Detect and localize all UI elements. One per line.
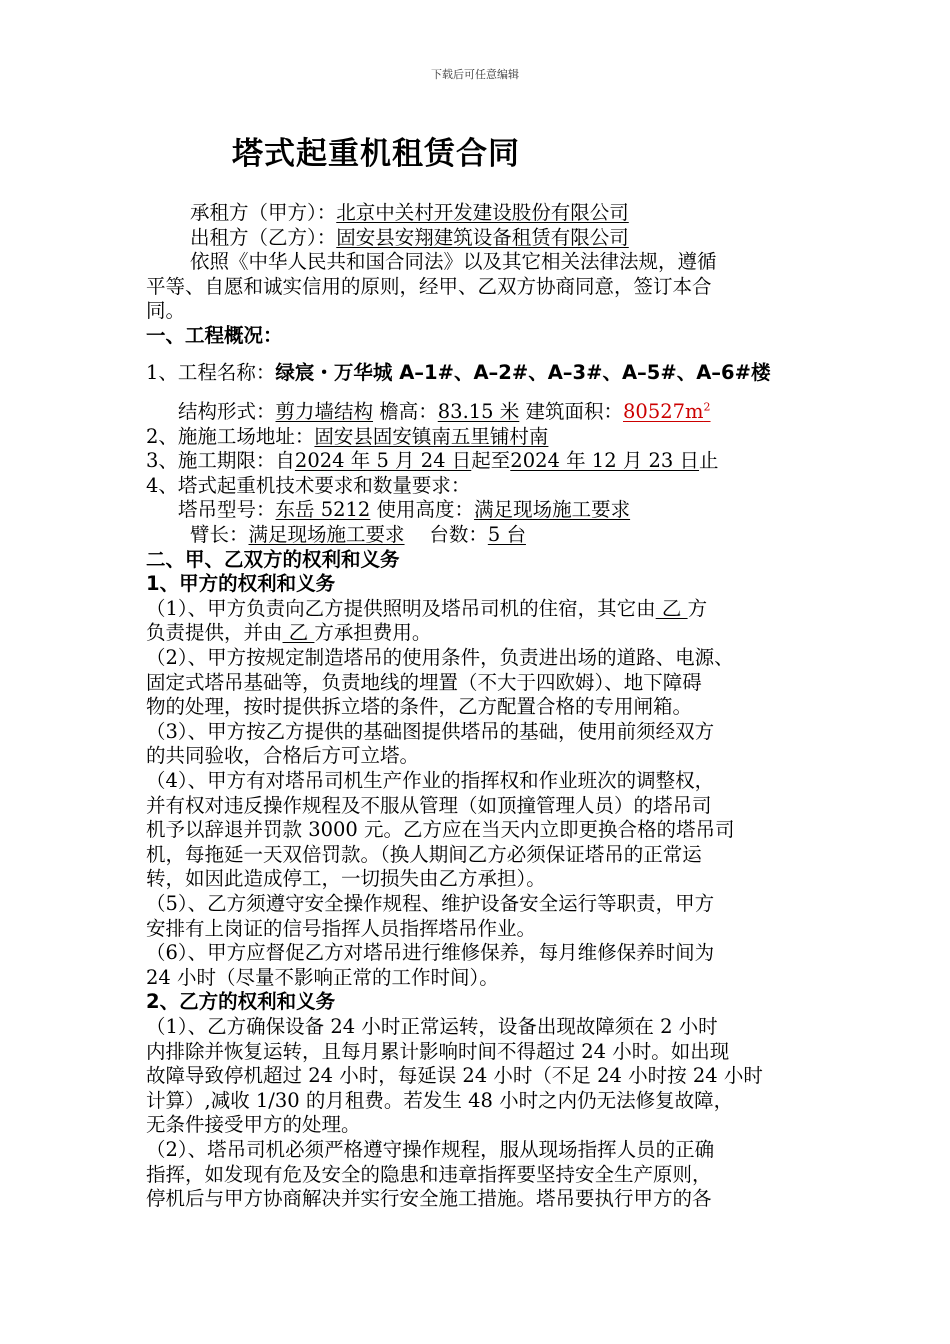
- qty-label: 台数：: [429, 523, 488, 546]
- area-label: 建筑面积：: [525, 400, 623, 423]
- arm-label: 臂长：: [190, 523, 249, 546]
- project-name-line: [146, 361, 770, 385]
- section2-heading: 二、甲、乙双方的权利和义务: [146, 548, 400, 571]
- clause-b1-line-2: 内排除并恢复运转，且每月累计影响时间不得超过 24 小时。如出现: [146, 1040, 730, 1063]
- eave-label: 檐高：: [379, 400, 438, 423]
- clause-b1-line-1: （1）、乙方确保设备 24 小时正常运转，设备出现故障须在 2 小时: [146, 1015, 718, 1038]
- height-label: 使用高度：: [376, 498, 475, 521]
- site-value: 固安县固安镇南五里铺村南: [314, 425, 549, 448]
- model-label: 塔吊型号：: [178, 498, 276, 521]
- clause-b2-line-3: 停机后与甲方协商解决并实行安全施工措施。塔吊要执行甲方的各: [146, 1187, 712, 1210]
- page-header-note: 下载后可任意编辑: [431, 68, 519, 81]
- period-end: 2024 年 12 月 23 日: [510, 449, 700, 472]
- preamble-line-2: 平等、自愿和诚实信用的原则，经甲、乙双方协商同意，签订本合: [146, 275, 712, 298]
- qty-value: 5 台: [487, 523, 526, 546]
- period-label: 3、施工期限：自: [146, 449, 295, 472]
- period-mid: 起至: [471, 449, 511, 472]
- lessee-name: 固安县安翔建筑设备租赁有限公司: [336, 226, 629, 249]
- eave-value: 83.15 米: [437, 400, 520, 423]
- lessor-name: 北京中关村开发建设股份有限公司: [336, 201, 629, 224]
- clause-a4-line-5: 转，如因此造成停工，一切损失由乙方承担）。: [146, 867, 546, 890]
- lessee-line: [190, 226, 629, 250]
- clause-a4-line-4: 机，每拖延一天双倍罚款。（换人期间乙方必须保证塔吊的正常运: [146, 843, 702, 866]
- site-label: 2、施施工场地址：: [146, 425, 315, 448]
- party-a-heading: 1、甲方的权利和义务: [146, 572, 336, 595]
- project-label: 1、工程名称：: [146, 361, 276, 384]
- lessor-label: 承租方（甲方）：: [190, 201, 337, 224]
- clause-a2-line-2: 固定式塔吊基础等，负责地线的埋置（不大于四欧姆）、地下障碍: [146, 671, 702, 694]
- period-line: [146, 449, 719, 473]
- clause-a2-line-3: 物的处理，按时提供拆立塔的条件，乙方配置合格的专用闸箱。: [146, 695, 693, 718]
- model-value: 东岳 5212: [275, 498, 371, 521]
- project-name: 绿宸・万华城 A–1#、A–2#、A–3#、A–5#、A–6#楼: [275, 361, 771, 384]
- clause-b1-line-3: 故障导致停机超过 24 小时，每延误 24 小时（不足 24 小时按 24 小时: [146, 1064, 763, 1087]
- height-value: 满足现场施工要求: [474, 498, 631, 521]
- clause-a5-line-1: （5）、乙方须遵守安全操作规程、维护设备安全运行等职责，甲方: [146, 892, 715, 915]
- preamble-line-3: 同。: [146, 299, 186, 322]
- section1-heading: 一、工程概况：: [146, 324, 283, 347]
- structure-label: 结构形式：: [178, 400, 276, 423]
- clause-a3-line-2: 的共同验收，合格后方可立塔。: [146, 744, 420, 767]
- party-b-heading: 2、乙方的权利和义务: [146, 990, 336, 1013]
- period-start: 2024 年 5 月 24 日: [294, 449, 472, 472]
- clause-a4-line-1: （4）、甲方有对塔吊司机生产作业的指挥权和作业班次的调整权，: [146, 769, 715, 792]
- clause-b1-line-4: 计算）,减收 1/30 的月租费。若发生 48 小时之内仍无法修复故障，: [146, 1089, 734, 1112]
- period-suffix: 止: [699, 449, 719, 472]
- clause-b2-line-2: 指挥，如发现有危及安全的隐患和违章指挥要坚持安全生产原则，: [146, 1163, 712, 1186]
- lessor-line: [190, 201, 629, 225]
- clause-b1-line-5: 无条件接受甲方的处理。: [146, 1113, 361, 1136]
- structure-value: 剪力墙结构: [275, 400, 374, 423]
- clause-b2-line-1: （2）、塔吊司机必须严格遵守操作规程，服从现场指挥人员的正确: [146, 1138, 715, 1161]
- arm-line: [190, 523, 526, 547]
- structure-line: [178, 400, 711, 424]
- lessee-label: 出租方（乙方）：: [190, 226, 337, 249]
- clause-a2-line-1: （2）、甲方按规定制造塔吊的使用条件，负责进出场的道路、电源、: [146, 646, 734, 669]
- arm-value: 满足现场施工要求: [248, 523, 405, 546]
- preamble-line-1: 依照《中华人民共和国合同法》以及其它相关法律法规，遵循: [190, 250, 717, 273]
- area-value: $80527m^2$: [623, 400, 711, 423]
- clause-a5-line-2: 安排有上岗证的信号指挥人员指挥塔吊作业。: [146, 917, 537, 940]
- model-line: [178, 498, 630, 522]
- document-title: 塔式起重机租赁合同: [232, 136, 520, 172]
- clause-a1-line-2: 负责提供，并由 乙 方承担费用。: [146, 621, 432, 644]
- clause-a6-line-2: 24 小时（尽量不影响正常的工作时间）。: [146, 966, 499, 989]
- clause-a1-line-1: （1）、甲方负责向乙方提供照明及塔吊司机的住宿，其它由 乙 方: [146, 597, 708, 620]
- clause-a6-line-1: （6）、甲方应督促乙方对塔吊进行维修保养，每月维修保养时间为: [146, 941, 715, 964]
- clause-a3-line-1: （3）、甲方按乙方提供的基础图提供塔吊的基础，使用前须经双方: [146, 720, 715, 743]
- clause-a4-line-3: 机予以辞退并罚款 3000 元。乙方应在当天内立即更换合格的塔吊司: [146, 818, 735, 841]
- site-line: [146, 425, 548, 449]
- clause-a4-line-2: 并有权对违反操作规程及不服从管理（如顶撞管理人员）的塔吊司: [146, 794, 712, 817]
- tech-requirements-line: 4、塔式起重机技术要求和数量要求：: [146, 474, 471, 497]
